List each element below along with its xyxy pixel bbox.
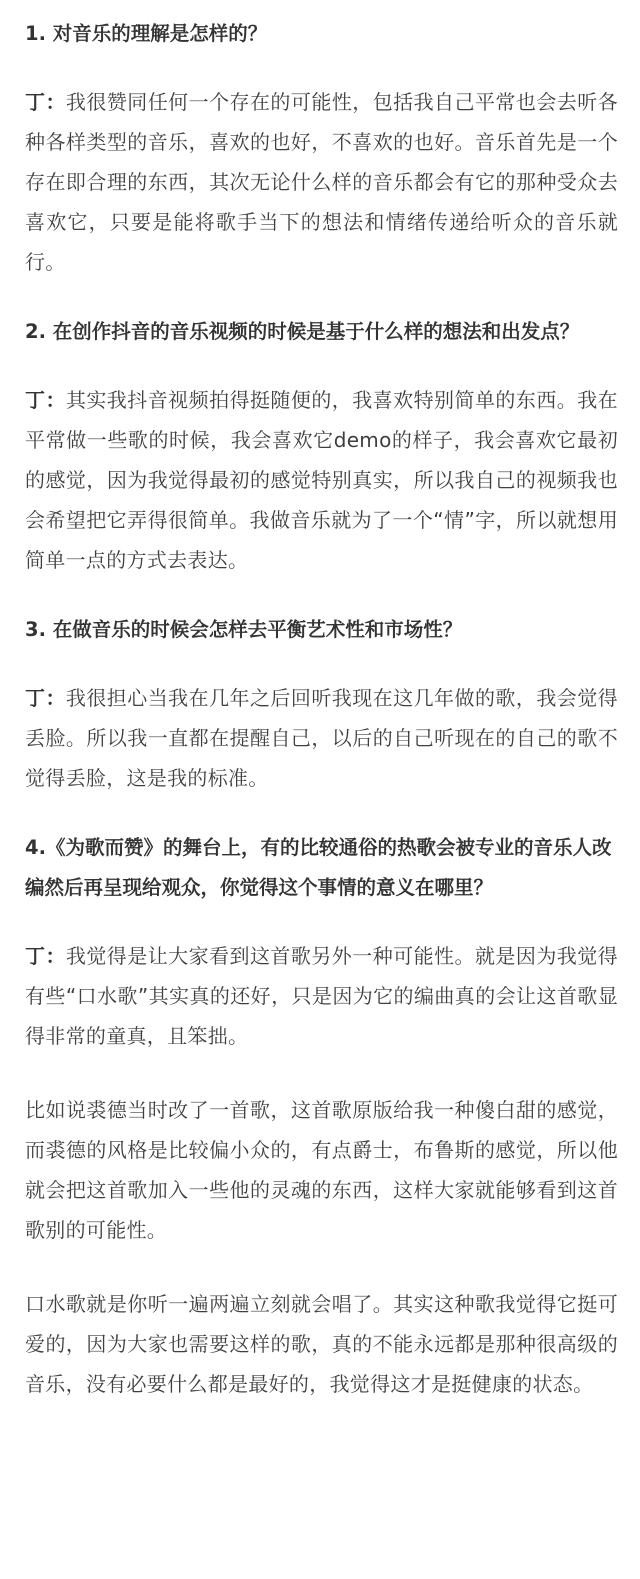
question-3: 3. 在做音乐的时候会怎样去平衡艺术性和市场性？ (25, 618, 463, 641)
speaker-label: 丁： (25, 686, 66, 710)
answer-4-text: 我觉得是让大家看到这首歌另外一种可能性。就是因为我觉得有些“口水歌”其实真的还好，只是因为它的编曲真的会让这首歌显得非常的童真，且笨拙。 (25, 944, 618, 1048)
answer-1-text: 我很赞同任何一个存在的可能性，包括我自己平常也会去听各种各样类型的音乐，喜欢的也好，不喜欢的也好。音乐首先是一个存在即合理的东西，其次无论什么样的音乐都会有它的那种受众去喜欢它，只要是能将歌手当下的想法和情绪传递给听众的音乐就行。 (25, 90, 618, 274)
answer-2-text: 其实我抖音视频拍得挺随便的，我喜欢特别简单的东西。我在平常做一些歌的时候，我会喜欢它demo的样子，我会喜欢它最初的感觉，因为我觉得最初的感觉特别真实，所以我自己的视频我也会希望把它弄得很简单。我做音乐就为了一个“情”字，所以就想用简单一点的方式去表达。 (25, 388, 618, 572)
answer-3 (25, 678, 618, 798)
question-4: 4.《为歌而赞》的舞台上，有的比较通俗的热歌会被专业的音乐人改编然后再呈现给观众，你觉得这个事情的意义在哪里？ (25, 836, 612, 899)
answer-3-text: 我很担心当我在几年之后回听我现在这几年做的歌，我会觉得丢脸。所以我一直都在提醒自己，以后的自己听现在的自己的歌不觉得丢脸，这是我的标准。 (25, 686, 618, 790)
question-2: 2. 在创作抖音的音乐视频的时候是基于什么样的想法和出发点？ (25, 320, 580, 343)
speaker-label: 丁： (25, 944, 66, 968)
answer-1 (25, 82, 618, 282)
answer-2 (25, 380, 618, 580)
paragraph-extra-1: 比如说裘德当时改了一首歌，这首歌原版给我一种傻白甜的感觉，而裘德的风格是比较偏小众的，有点爵士，布鲁斯的感觉，所以他就会把这首歌加入一些他的灵魂的东西，这样大家就能够看到这首歌别的可能性。 (25, 1098, 618, 1242)
answer-4 (25, 936, 618, 1056)
paragraph-extra-2: 口水歌就是你听一遍两遍立刻就会唱了。其实这种歌我觉得它挺可爱的，因为大家也需要这样的歌，真的不能永远都是那种很高级的音乐，没有必要什么都是最好的，我觉得这才是挺健康的状态。 (25, 1292, 618, 1396)
question-1: 1. 对音乐的理解是怎样的？ (25, 22, 268, 45)
speaker-label: 丁： (25, 90, 66, 114)
speaker-label: 丁： (25, 388, 66, 412)
